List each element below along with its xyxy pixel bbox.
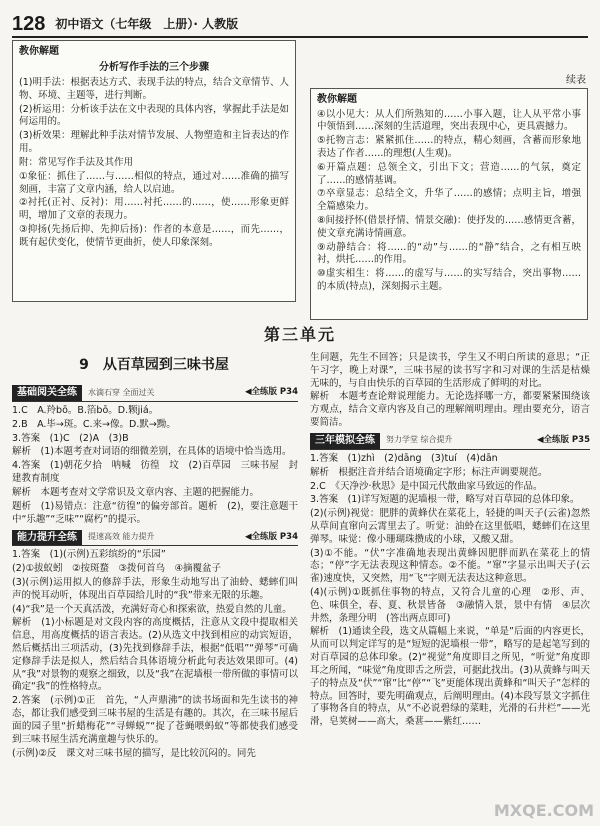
section-page-ref: ◀全练版 P35 — [536, 435, 590, 446]
tip-line: ⑨动静结合：将……的“动”与……的“静”结合，之有相互映衬，烘托……的作用。 — [317, 241, 581, 266]
answer-line: 解析 根据注音并结合语境确定字形；标注声调要规范。 — [310, 466, 548, 478]
unit-title: 第三单元 — [263, 325, 336, 344]
answer-line: 2.答案 (示例)①正 首先，“人声鼎沸”的读书场面和先生读书的神态，都让我们感受到三味书屋的生活是有趣的。其次，在三味书屋后面的园子里“折蜡梅花”“寻蝉蜕”“捉了苍蝇喂蚂蚁”等都使我们感受到三味书屋生活充满童趣与快乐的。 — [12, 695, 298, 745]
tip-box-right — [310, 88, 588, 320]
answer-line: 题析 (1)易错点：注意“彷徨”的偏旁部首。题析 (2)，要注意题干中“乐趣”“乏味”“腐朽”的提示。 — [12, 500, 298, 525]
section-subtitle: 提速高效 能力提升 — [88, 531, 155, 541]
section-page-ref: ◀全练版 P34 — [244, 387, 298, 398]
answer-line: 3.答案 (1)详写短题的泥墙根一带，略写对百草园的总体印象。 — [310, 494, 580, 506]
tip-line: (3)析效果：理解此种手法对情节发展、人物塑造和主旨表达的作用。 — [19, 130, 289, 155]
answer-line: 2.C 《天净沙·秋思》是中国元代散曲家马致远的作品。 — [310, 480, 543, 492]
answer-line: 解析 本题考查论辩说理能力。无论选择哪一方，都要紧紧围绕该方观点，结合文章内容及自己的理解阐明理由。理由要充分，语言要简洁。 — [310, 391, 590, 429]
answer-line: 1.答案 (1)zhì (2)dāng (3)tuí (4)dān — [310, 452, 498, 464]
answer-line: (4)“我”是一个天真活泼，充满好奇心和探索欲，热爱自然的儿童。 — [12, 603, 292, 615]
tip-box-label: 教你解题 — [19, 46, 59, 57]
section-tag: 基础阅关全练 — [12, 385, 82, 401]
header-divider — [12, 36, 588, 38]
answer-line: 解析 (1)小标题是对文段内容的高度概括，注意从文段中提取相关信息，用高度概括的语言表达。(2)从选文中找到相应的动宾短语，然后概括出三项活动，(3)先找到修辞手法，根据“低唱”“弹琴”可确定修辞手法是拟人，然后结合具体语境分析此句表达效果即可。(4)从“我”对景物的观察之细致，以及“我”在泥墙根一带所做的事情可以确定“我”的性格特点。 — [12, 617, 298, 693]
tip-line: ③抑扬(先扬后抑、先抑后扬)：作者的本意是……，而先……，既有起伏变化，使情节更曲折，使人印象深刻。 — [19, 223, 289, 248]
section-tag: 三年模拟全练 — [310, 433, 380, 449]
tip-line: ⑧间接抒怀(借景抒情、情景交融)：使抒发的……感情更含蓄，使文章充满诗情画意。 — [317, 215, 581, 239]
answer-line: 解析 (1)本题考查对词语的细微差别，在具体的语境中恰当选用。 — [12, 446, 292, 458]
continued-label: 续表 — [566, 75, 586, 86]
answer-line: (示例)②反 课文对三味书屋的描写，是比较沉闷的。同先 — [12, 747, 256, 759]
tip-box-left — [12, 40, 296, 302]
answers-right-column — [310, 352, 590, 820]
answer-line: (2)(示例)视觉：肥胖的黄蜂伏在菜花上，轻捷的叫天子(云雀)忽然从草间直窜向云霄里去了。听觉：油蛉在这里低唱，蟋蟀们在这里弹琴。味觉：像小珊瑚珠攒成的小球，又酸又甜。 — [310, 508, 590, 545]
section-page-ref: ◀全练版 P34 — [244, 531, 298, 542]
section-banner-ability — [12, 529, 298, 546]
page-header — [12, 8, 588, 34]
answer-line: 4.答案 (1)朝花夕拾 呐喊 彷徨 坟 (2)百草园 三味书屋 封建教育制度 — [12, 460, 298, 485]
watermark: MXQE.COM — [493, 801, 594, 821]
section-banner-basic — [12, 385, 298, 402]
answer-line: (2)①拔蚁蚓 ②按斑蝥 ③拨何首乌 ④摘覆盆子 — [12, 563, 222, 575]
answer-line: 1.答案 (1)(示例)五彩缤纷的“乐园” — [12, 549, 166, 561]
section-banner-mock — [310, 433, 590, 450]
tip-line: ②衬托(正衬、反衬)：用……衬托……的……，使……形象更鲜明，增加了文章的表现力。 — [19, 197, 289, 222]
answer-line: 3.答案 (1)C (2)A (3)B — [12, 432, 129, 444]
page-number: 128 — [12, 13, 46, 35]
answer-line: (4)(示例)①既抓住事物的特点，又符合儿童的心理 ②形、声、色、味俱全，春、夏、秋景皆备 ③融情入景，景中有情 ④层次井然，条理分明 (答出两点即可) — [310, 587, 590, 624]
tip-box-title: 分析写作手法的三个步骤 — [99, 61, 209, 73]
tip-line: ①象征：抓住了……与……相似的特点，通过对……准确的描写刻画，丰富了文章内涵，给人以启迪。 — [19, 170, 289, 195]
tip-line: ⑥开篇点题：总领全文，引出下文；营造……的气氛，奠定了……的感情基调。 — [317, 161, 581, 186]
lesson-title: 9 从百草园到三味书屋 — [79, 357, 229, 373]
tip-line: 附：常见写作手法及其作用 — [19, 156, 134, 168]
book-title: 初中语文（七年级 上册）· 人教版 — [55, 16, 239, 31]
tip-box-label: 教你解题 — [317, 94, 357, 105]
answer-line: (3)(示例)运用拟人的修辞手法，形象生动地写出了油蛉、蟋蟀们叫声的悦耳动听，体现出百草园给儿时的“我”带来无限的乐趣。 — [12, 576, 298, 601]
tip-line: ④以小见大：从人们所熟知的……小事入题，让人从平常小事中领悟到……深刻的生活道理，突出表现中心，更具震撼力。 — [317, 108, 581, 133]
tip-line: (2)析运用：分析该手法在文中表现的具体内容，掌握此手法是如何运用的。 — [19, 103, 289, 128]
answers-left-column — [12, 382, 298, 820]
answer-line: 生问题，先生不回答；只是读书，学生又不明白所读的意思；“正午习字，晚上对课”，三味书屋的读书写字和习对课的生活是枯燥无味的，与自由快乐的百草园的生活形成了鲜明的对比。 — [310, 352, 590, 389]
tip-line: ⑤托物言志：紧紧抓住……的特点，精心刻画，含蓄而形象地表达了作者……的理想(人生观)。 — [317, 135, 581, 159]
answer-line: 1.C A.羚bō。B.箔bō。D.颗jiá。 — [12, 405, 159, 416]
section-subtitle: 努力学堂 综合提升 — [386, 435, 453, 445]
section-tag: 能力提升全练 — [12, 530, 82, 546]
answer-line: 解析 (1)通读全段，选文从篇幅上来说，“单是”后面的内容更长，从而可以判定详写的是“短短的泥墙根一带”，略写的是起笔写到的对百草园的总体印象。(2)“视觉”角度即目之所见，“听觉”角度即耳之所闻，“味觉”角度即舌之所尝，可据此找出。(3)从黄蜂与叫天子的特点及“伏”“窜”比“停”“飞”更能体现出黄蜂和“叫天子”怎样的特点。回答时，要先明确观点，后阐明理由。(4)本段写景文字抓住了事物各自的特点，从“不必说碧绿的菜畦，光滑的石井栏”——光滑，皂荚树——高大，桑葚——紫红…… — [310, 626, 590, 728]
tip-line: ⑦卒章显志：总结全文，升华了……的感情；点明主旨，增强全篇感染力。 — [317, 188, 581, 213]
tip-line: ⑩虚实相生：将……的虚写与……的实写结合，突出事物……的本质(特点)，深刻揭示主题。 — [317, 268, 581, 293]
answer-line: (3)①不能。“伏”字准确地表现出黄蜂因肥胖而趴在菜花上的情态；“停”字无法表现这种情态。②不能。“窜”字显示出叫天子(云雀)速度快，又突然，用“飞”字则无法表达这种意思。 — [310, 547, 590, 585]
answer-line: 2.B A.毕→斑。C.来→像。D.默→黝。 — [12, 418, 176, 430]
answer-line: 解析 本题考查对文学常识及文章内容、主题的把握能力。 — [12, 486, 260, 498]
section-subtitle: 水滴石穿 全面过关 — [88, 387, 155, 397]
tip-line: (1)明手法：根据表达方式、表现手法的特点，结合文章情节、人物、环境、主题等，进行判断。 — [19, 77, 289, 101]
